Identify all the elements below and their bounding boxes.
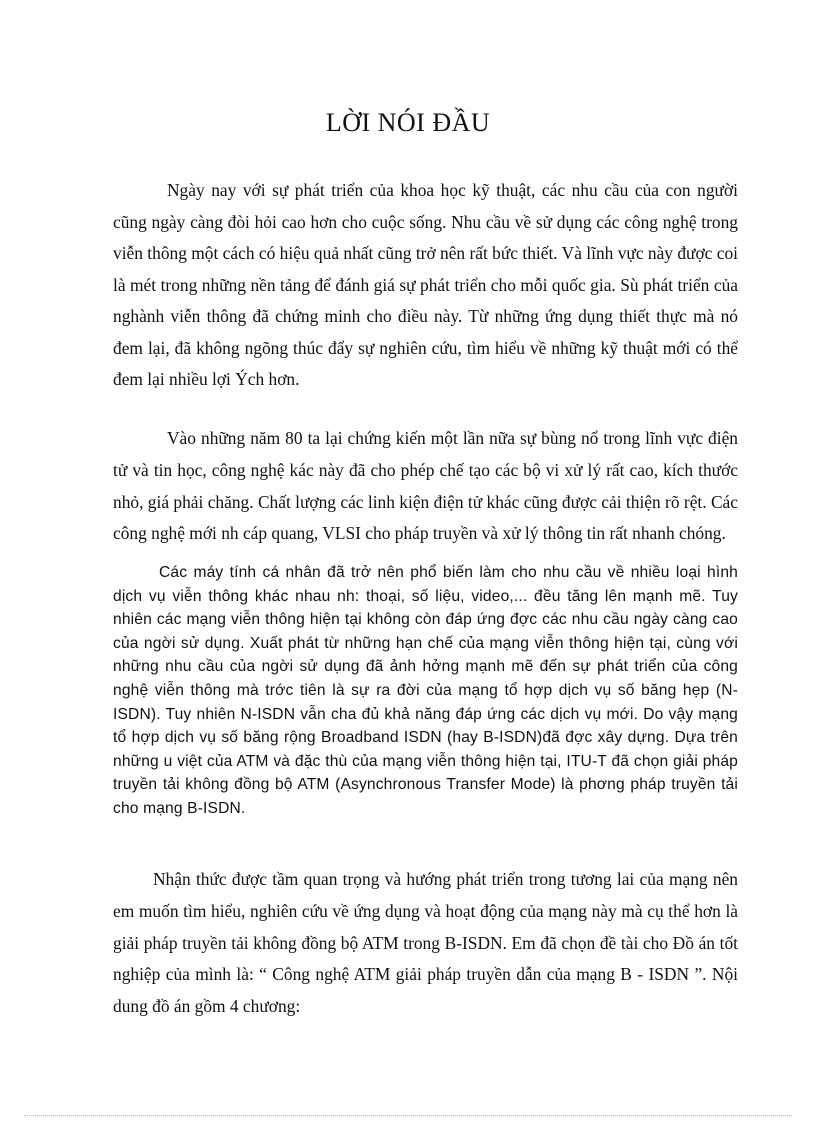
paragraph-isdn: Các máy tính cá nhân đã trở nên phổ biến làm cho nhu cầu về nhiều loại hình dịch vụ viễn thông khác nhau nh: thoại, số liệu, video,... đều tăng lên mạnh mẽ. Tuy nhiên các mạng viễn thông hiện tại không còn đáp ứng đợc các nhu cầu ngày càng cao của ngời sử dụng. Xuất phát từ những hạn chế của mạng viễn thông hiện tại, cùng với những nhu cầu của ngời sử dụng đã ảnh hởng mạnh mẽ đến sự phát triển của công nghệ viễn thông mà trớc tiên là sự ra đời của mạng tổ hợp dịch vụ số băng hẹp (N-ISDN). Tuy nhiên N-ISDN vẫn cha đủ khả năng đáp ứng các dịch vụ mới. Do vậy mạng tổ hợp dịch vụ số băng rộng Broadband ISDN (hay B-ISDN)đã đợc xây dựng. Dựa trên những u việt của ATM và đặc thù của mạng viễn thông hiện tại, ITU-T đã chọn giải pháp truyền tải không đồng bộ ATM (Asynchronous Transfer Mode) là phơng pháp truyền tải cho mạng B-ISDN. [113,564,738,817]
page-title: LỜI NÓI ĐẦU [325,108,491,137]
paragraph-intro: Ngày nay với sự phát triển của khoa học kỹ thuật, các nhu cầu của con người cũng ngày càng đòi hỏi cao hơn cho cuộc sống. Nhu cầu về sử dụng các công nghệ trong viễn thông một cách có hiệu quả nhất cũng trở nên rất bức thiết. Và lĩnh vực này được coi là mét trong những nền tảng để đánh giá sự phát triển cho mỗi quốc gia. Sù phát triển của nghành viễn thông đã chứng minh cho điều này. Từ những ứng dụng thiết thực mà nó đem lại, đã không ngõng thúc đẩy sự nghiên cứu, tìm hiểu về những kỹ thuật mới có thể đem lại nhiều lợi Ých hơn. [113,180,738,389]
footer-divider [24,1115,792,1116]
paragraph-thesis: Nhận thức được tầm quan trọng và hướng phát triển trong tương lai của mạng nên em muốn tìm hiểu, nghiên cứu về ứng dụng và hoạt động của mạng này mà cụ thể hơn là giải pháp truyền tải không đồng bộ ATM trong B-ISDN. Em đã chọn đề tài cho Đồ án tốt nghiệp của mình là: “ Công nghệ ATM giải pháp truyền dẫn của mạng B - ISDN ”. Nội dung đồ án gồm 4 chương: [113,869,738,1017]
paragraph-eighties: Vào những năm 80 ta lại chứng kiến một lần nữa sự bùng nổ trong lĩnh vực điện tử và tin học, công nghệ kác này đã cho phép chế tạo các bộ vi xử lý rất cao, kích thước nhỏ, giá phải chăng. Chất lượng các linh kiện điện tử khác cũng được cải thiện rõ rệt. Các công nghệ mới nh cáp quang, VLSI cho pháp truyền và xử lý thông tin rất nhanh chóng. [113,428,738,544]
